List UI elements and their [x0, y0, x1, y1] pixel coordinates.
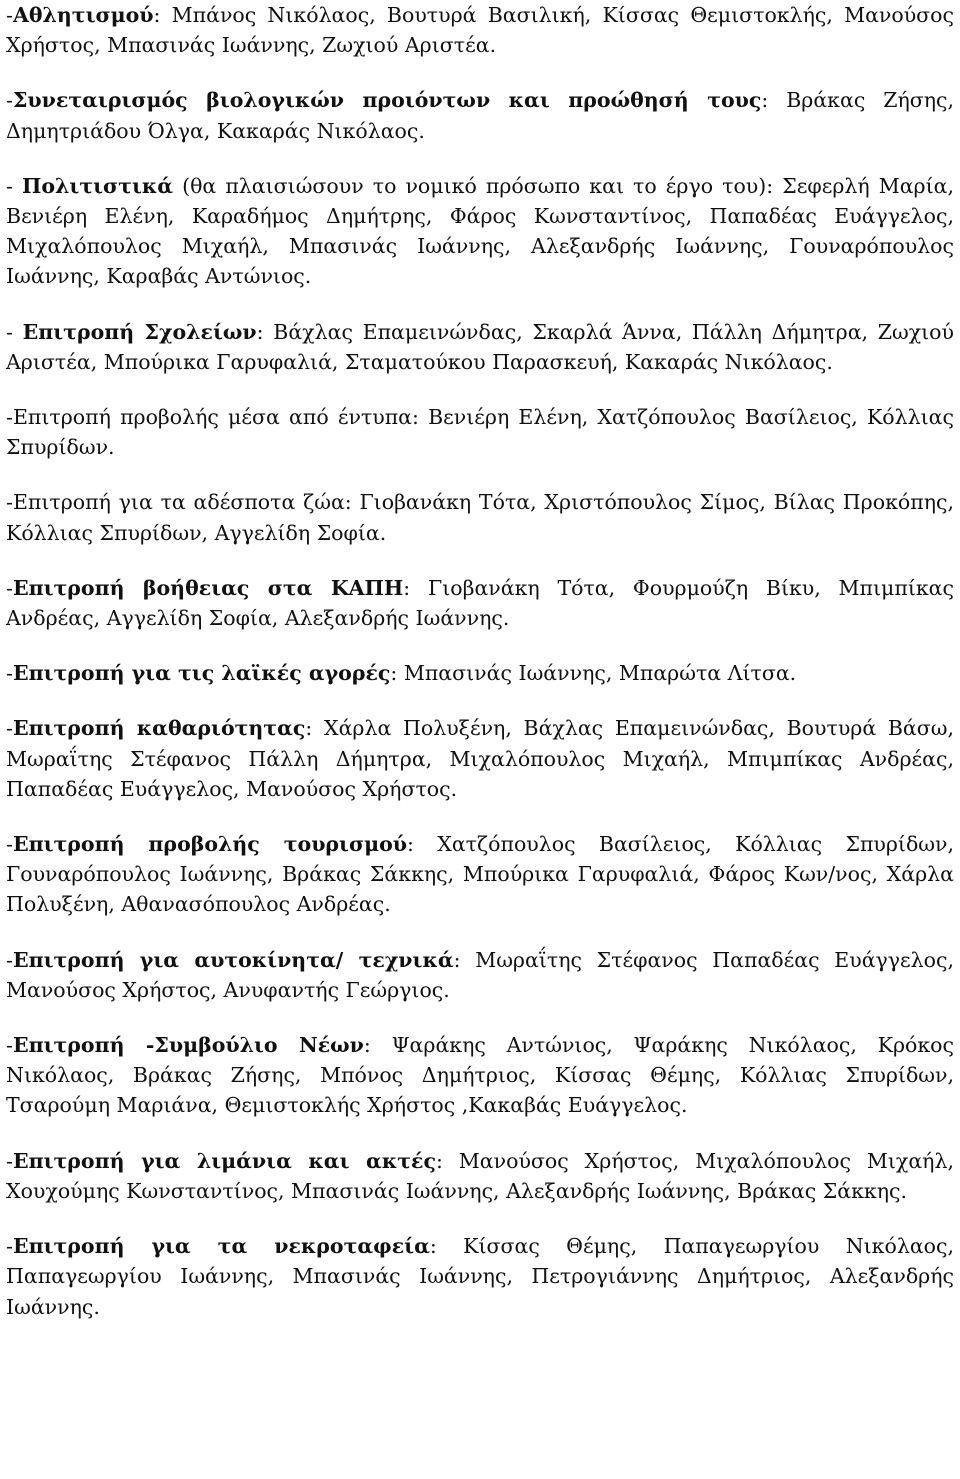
member-list: Χατζόπουλος Βασίλειος, Κόλλιας Σπυρίδων, Γουναρόπουλος Ιωάννης, Βράκας Σάκκης, Μπούρικα Γαρυφαλιά, Φάρος Κων/νος, Χάρλα Πολυξένη, Αθανασόπουλος Ανδρέας. — [6, 832, 955, 917]
committee-title: Επιτροπή για αυτοκίνητα/ τεχνικά — [12, 947, 454, 972]
paragraph-prefix: - — [6, 1033, 13, 1058]
member-list: Μωραΐτης Στέφανος Παπαδέας Ευάγγελος, Μανούσος Χρήστος, Ανυφαντής Γεώργιος. — [6, 947, 955, 1002]
committee-title: Επιτροπή για λιμάνια και ακτές — [12, 1148, 436, 1173]
paragraph-prefix: - — [6, 575, 13, 600]
title-separator: : — [761, 88, 769, 113]
paragraph-prefix: - — [6, 173, 22, 198]
committee-title: Πολιτιστικά — [22, 173, 174, 198]
committee-paragraph-tourism — [6, 829, 954, 920]
committee-paragraph-markets — [6, 658, 954, 688]
committee-title: Επιτροπή βοήθειας στα ΚΑΠΗ — [12, 575, 404, 600]
member-list: Βράκας Ζήσης, Δημητριάδου Όλγα, Κακαράς Νικόλαος. — [6, 88, 955, 143]
paragraph-prefix: - — [6, 88, 13, 113]
title-separator: : — [363, 1033, 371, 1058]
paragraph-prefix: - — [6, 490, 13, 515]
member-list: Γιοβανάκη Τότα, Φουρμούζη Βίκυ, Μπιμπίκας Ανδρέας, Αγγελίδη Σοφία, Αλεξανδρής Ιωάννης. — [6, 575, 955, 631]
committee-paragraph-vehicles — [6, 945, 954, 1005]
member-list: Μπάνος Νικόλαος, Βουτυρά Βασιλική, Κίσσας Θεμιστοκλής, Μανούσος Χρήστος, Μπασινάς Ιωάννης, Ζωχιού Αριστέα. — [6, 3, 954, 58]
title-separator: : — [305, 716, 313, 741]
title-separator: : — [429, 1234, 437, 1259]
paragraph-prefix: - — [6, 1234, 13, 1259]
paragraph-prefix: - — [6, 1148, 13, 1173]
paragraph-prefix: - — [6, 661, 13, 686]
member-list: Βάχλας Επαμεινώνδας, Σκαρλά Άννα, Πάλλη Δήμητρα, Ζωχιού Αριστέα, Μπούρικα Γαρυφαλιά, Σταματούκου Παρασκευή, Κακαράς Νικόλαος. — [6, 319, 954, 374]
title-separator: : — [407, 832, 414, 857]
committee-paragraph-sports — [6, 0, 954, 60]
committee-paragraph-cooperative — [6, 85, 954, 145]
committee-title: Επιτροπή -Συμβούλιο Νέων — [12, 1033, 364, 1058]
committee-title: Επιτροπή προβολής τουρισμού — [12, 832, 407, 857]
committee-title: Επιτροπή για τις λαϊκές αγορές — [12, 661, 391, 686]
title-separator: : — [403, 575, 411, 600]
member-list: Επιτροπή προβολής μέσα από έντυπα: Βενιέρη Ελένη, Χατζόπουλος Βασίλειος, Κόλλιας Σπυρίδων. — [6, 405, 954, 460]
paragraph-prefix: - — [6, 947, 13, 972]
paragraph-prefix: - — [6, 832, 13, 857]
title-separator: : — [256, 319, 264, 344]
document-body — [6, 0, 954, 1347]
committee-title: Αθλητισμού — [12, 3, 154, 27]
title-separator: : — [453, 947, 461, 972]
committee-paragraph-print-promotion — [6, 402, 954, 462]
committee-paragraph-schools — [6, 317, 954, 377]
committee-title: Επιτροπή καθαριότητας — [12, 716, 306, 741]
committee-paragraph-youth — [6, 1030, 954, 1121]
paragraph-prefix: - — [6, 319, 23, 344]
committee-paragraph-cemeteries — [6, 1231, 954, 1322]
title-separator: : — [435, 1148, 443, 1173]
committee-paragraph-culture — [6, 171, 954, 292]
committee-title: Επιτροπή για τα νεκροταφεία — [12, 1234, 430, 1259]
member-list: Μανούσος Χρήστος, Μιχαλόπουλος Μιχαήλ, Χουχούμης Κωνσταντίνος, Μπασινάς Ιωάννης, Αλεξανδρής Ιωάννης, Βράκας Σάκκης. — [6, 1148, 954, 1203]
committee-title: Επιτροπή Σχολείων — [22, 319, 257, 344]
committee-paragraph-cleaning — [6, 713, 954, 804]
member-list: Χάρλα Πολυξένη, Βάχλας Επαμεινώνδας, Βουτυρά Βάσω, Μωραΐτης Στέφανος Πάλλη Δήμητρα, Μιχαλόπουλος Μιχαήλ, Μπιμπίκας Ανδρέας, Παπαδέας Ευάγγελος, Μανούσος Χρήστος. — [6, 716, 954, 801]
member-list: Επιτροπή για τα αδέσποτα ζώα: Γιοβανάκη Τότα, Χριστόπουλος Σίμος, Βίλας Προκόπης, Κόλλιας Σπυρίδων, Αγγελίδη Σοφία. — [6, 490, 954, 545]
member-list: Κίσσας Θέμης, Παπαγεωργίου Νικόλαος, Παπαγεωργίου Ιωάννης, Μπασινάς Ιωάννης, Πετρογιάννης Δημήτριος, Αλεξανδρής Ιωάννης. — [6, 1234, 955, 1319]
paragraph-prefix: - — [6, 3, 13, 27]
paragraph-prefix: - — [6, 405, 13, 430]
member-list: Ψαράκης Αντώνιος, Ψαράκης Νικόλαος, Κρόκος Νικόλαος, Βράκας Ζήσης, Μπόνος Δημήτριος, Κίσσας Θέμης, Κόλλιας Σπυρίδων, Τσαρούμη Μαριάνα, Θεμιστοκλής Χρήστος ,Κακαβάς Ευάγγελος. — [6, 1033, 954, 1118]
title-separator: : — [390, 661, 398, 686]
member-list: Μπασινάς Ιωάννης, Μπαρώτα Λίτσα. — [397, 661, 797, 686]
committee-paragraph-stray-animals — [6, 487, 954, 547]
committee-paragraph-kapi — [6, 573, 954, 633]
member-list: (θα πλαισιώσουν το νομικό πρόσωπο και το έργο του): Σεφερλή Μαρία, Βενιέρη Ελένη, Καραδήμος Δημήτρης, Φάρος Κωνσταντίνος, Παπαδέας Ευάγγελος, Μιχαλόπουλος Μιχαήλ, Μπασινάς Ιωάννης, Αλεξανδρής Ιωάννης, Γουναρόπουλος Ιωάννης, Καραβάς Αντώνιος. — [6, 173, 954, 289]
paragraph-prefix: - — [6, 716, 13, 741]
committee-title: Συνεταιρισμός βιολογικών προιόντων και προώθησή τους — [12, 88, 762, 113]
title-separator: : — [153, 3, 161, 27]
committee-paragraph-ports — [6, 1146, 954, 1206]
